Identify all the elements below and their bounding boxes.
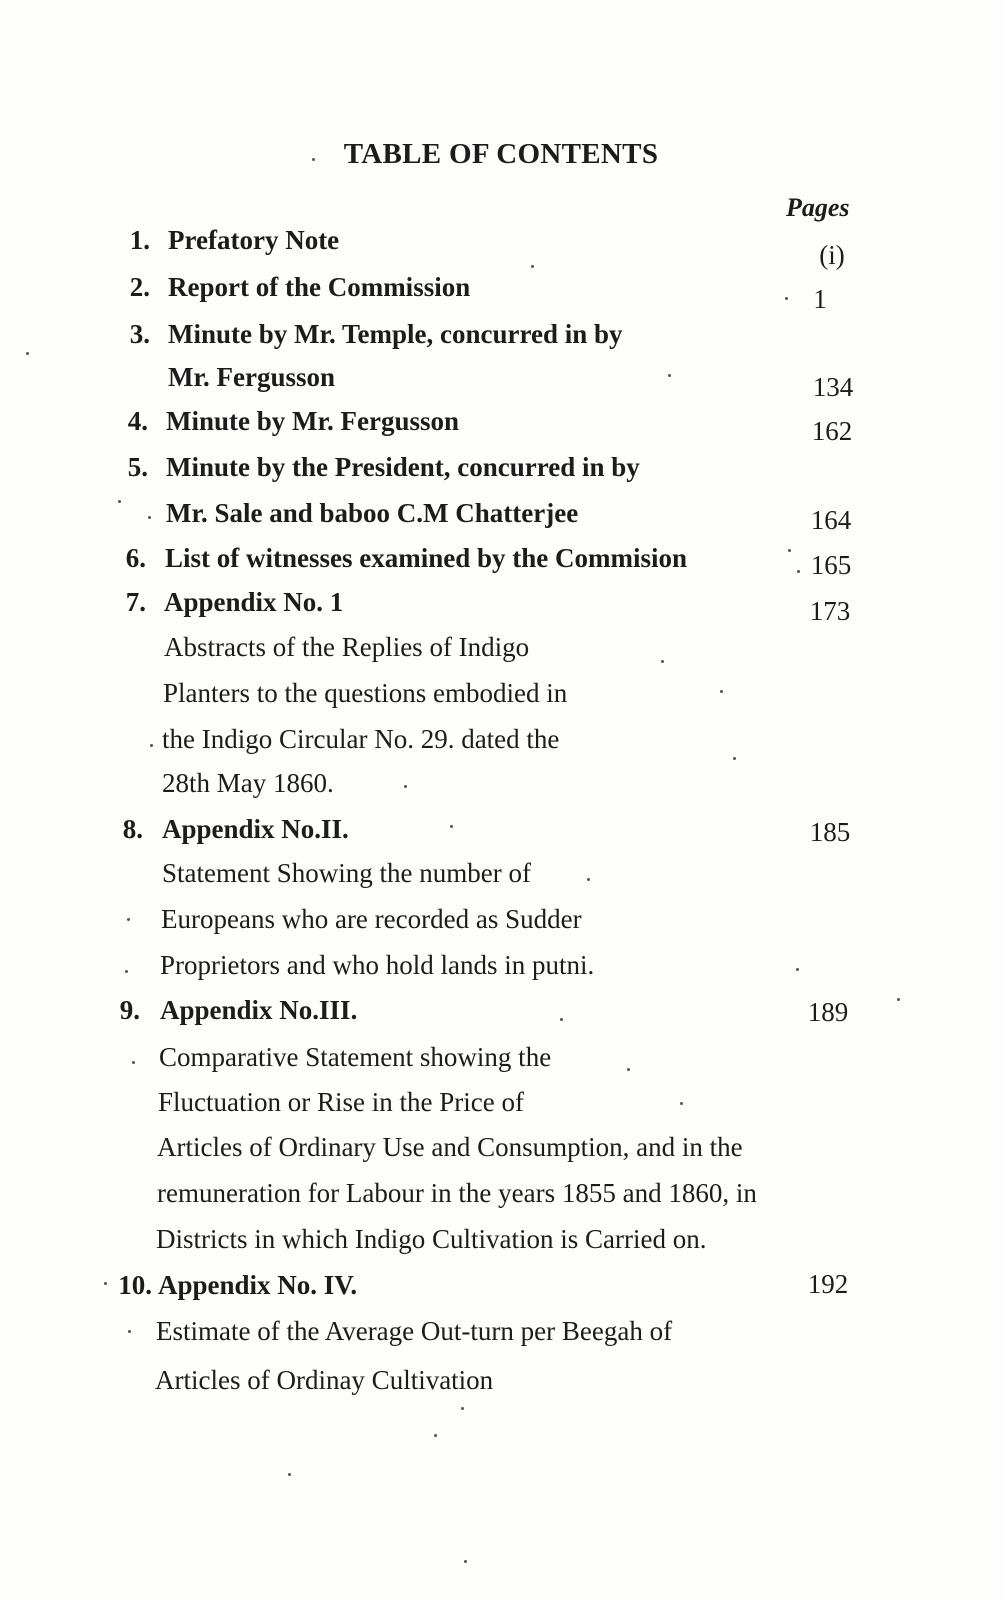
- entry-title: Appendix No.III.: [160, 995, 358, 1025]
- entry-description-line: Estimate of the Average Out-turn per Beegah of: [156, 1316, 673, 1346]
- entry-page: 164: [810, 505, 852, 535]
- scan-speck: [733, 757, 736, 760]
- scan-speck: [785, 297, 788, 300]
- entry-description-line: remuneration for Labour in the years 1855 and 1860, in: [157, 1178, 757, 1208]
- scan-speck: [464, 1560, 467, 1563]
- scan-speck: [125, 970, 128, 973]
- entry-page: 165: [810, 550, 852, 580]
- scan-speck: [150, 744, 153, 747]
- entry-title: Minute by Mr. Temple, concurred in by: [168, 319, 623, 349]
- page-title: TABLE OF CONTENTS: [343, 138, 659, 170]
- entry-page: 189: [807, 997, 849, 1027]
- entry-description-line: Fluctuation or Rise in the Price of: [158, 1087, 524, 1117]
- entry-description-line: Abstracts of the Replies of Indigo: [164, 632, 530, 662]
- entry-page: 162: [811, 416, 853, 446]
- scan-speck: [312, 158, 315, 161]
- scan-speck: [668, 374, 671, 377]
- entry-page: (i): [819, 240, 845, 270]
- scan-speck: [132, 1061, 135, 1064]
- scan-speck: [127, 918, 130, 921]
- entry-number: 10.: [118, 1270, 152, 1300]
- entry-number: 5.: [127, 452, 148, 482]
- scan-speck: [531, 265, 534, 268]
- entry-title: List of witnesses examined by the Commision: [165, 543, 688, 573]
- entry-page: 134: [812, 372, 854, 402]
- entry-title: Appendix No.II.: [162, 814, 349, 844]
- entry-title: Minute by the President, concurred in by: [166, 452, 640, 482]
- entry-title: Prefatory Note: [168, 225, 340, 255]
- scan-speck: [788, 549, 791, 552]
- entry-description-line: Statement Showing the number of: [162, 858, 531, 888]
- scan-speck: [720, 690, 723, 693]
- scan-speck: [450, 825, 453, 828]
- scan-speck: [587, 878, 590, 881]
- entry-description-line: the Indigo Circular No. 29. dated the: [162, 724, 560, 754]
- entry-title: Minute by Mr. Fergusson: [166, 406, 460, 436]
- scan-speck: [434, 1434, 437, 1437]
- scan-speck: [461, 1407, 464, 1410]
- entry-description-line: Articles of Ordinary Use and Consumption, and in the: [157, 1132, 743, 1162]
- entry-number: 3.: [129, 319, 150, 349]
- entry-number: 9.: [119, 995, 140, 1025]
- scan-speck: [128, 1330, 131, 1333]
- pages-column-header: Pages: [786, 193, 850, 222]
- entry-title-continued: Mr. Sale and baboo C.M Chatterjee: [166, 498, 579, 528]
- entry-number: 6.: [125, 543, 146, 573]
- entry-page: 192: [807, 1269, 849, 1299]
- scan-speck: [661, 660, 664, 663]
- entry-number: 2.: [129, 272, 150, 302]
- entry-page: 185: [809, 817, 851, 847]
- scan-speck: [627, 1068, 630, 1071]
- scan-speck: [796, 968, 799, 971]
- entry-description-line: Articles of Ordinay Cultivation: [155, 1365, 494, 1395]
- entry-number: 8.: [122, 814, 143, 844]
- entry-description-line: Comparative Statement showing the: [159, 1042, 552, 1072]
- entry-title-continued: Mr. Fergusson: [168, 362, 335, 392]
- entry-title: Appendix No. 1: [164, 587, 344, 617]
- entry-description-line: Planters to the questions embodied in: [163, 678, 568, 708]
- entry-page: 1: [813, 284, 827, 314]
- scan-speck: [288, 1473, 291, 1476]
- scan-speck: [680, 1102, 683, 1105]
- entry-number: 4.: [127, 406, 148, 436]
- entry-page: 173: [809, 596, 851, 626]
- scan-speck: [897, 998, 900, 1001]
- scan-speck: [26, 352, 29, 355]
- entry-number: 1.: [129, 225, 150, 255]
- scan-speck: [560, 1018, 563, 1021]
- scan-speck: [404, 785, 407, 788]
- entry-description-line: Proprietors and who hold lands in putni.: [160, 950, 595, 980]
- scan-speck: [118, 500, 121, 503]
- entry-number: 7.: [125, 587, 146, 617]
- scan-speck: [797, 570, 800, 573]
- entry-description-line: 28th May 1860.: [162, 768, 334, 798]
- scan-speck: [148, 516, 151, 519]
- entry-description-line: Europeans who are recorded as Sudder: [161, 904, 582, 934]
- entry-title: Appendix No. IV.: [158, 1270, 358, 1300]
- entry-title: Report of the Commission: [168, 272, 471, 302]
- scan-speck: [104, 1282, 107, 1285]
- entry-description-line: Districts in which Indigo Cultivation is Carried on.: [156, 1224, 707, 1254]
